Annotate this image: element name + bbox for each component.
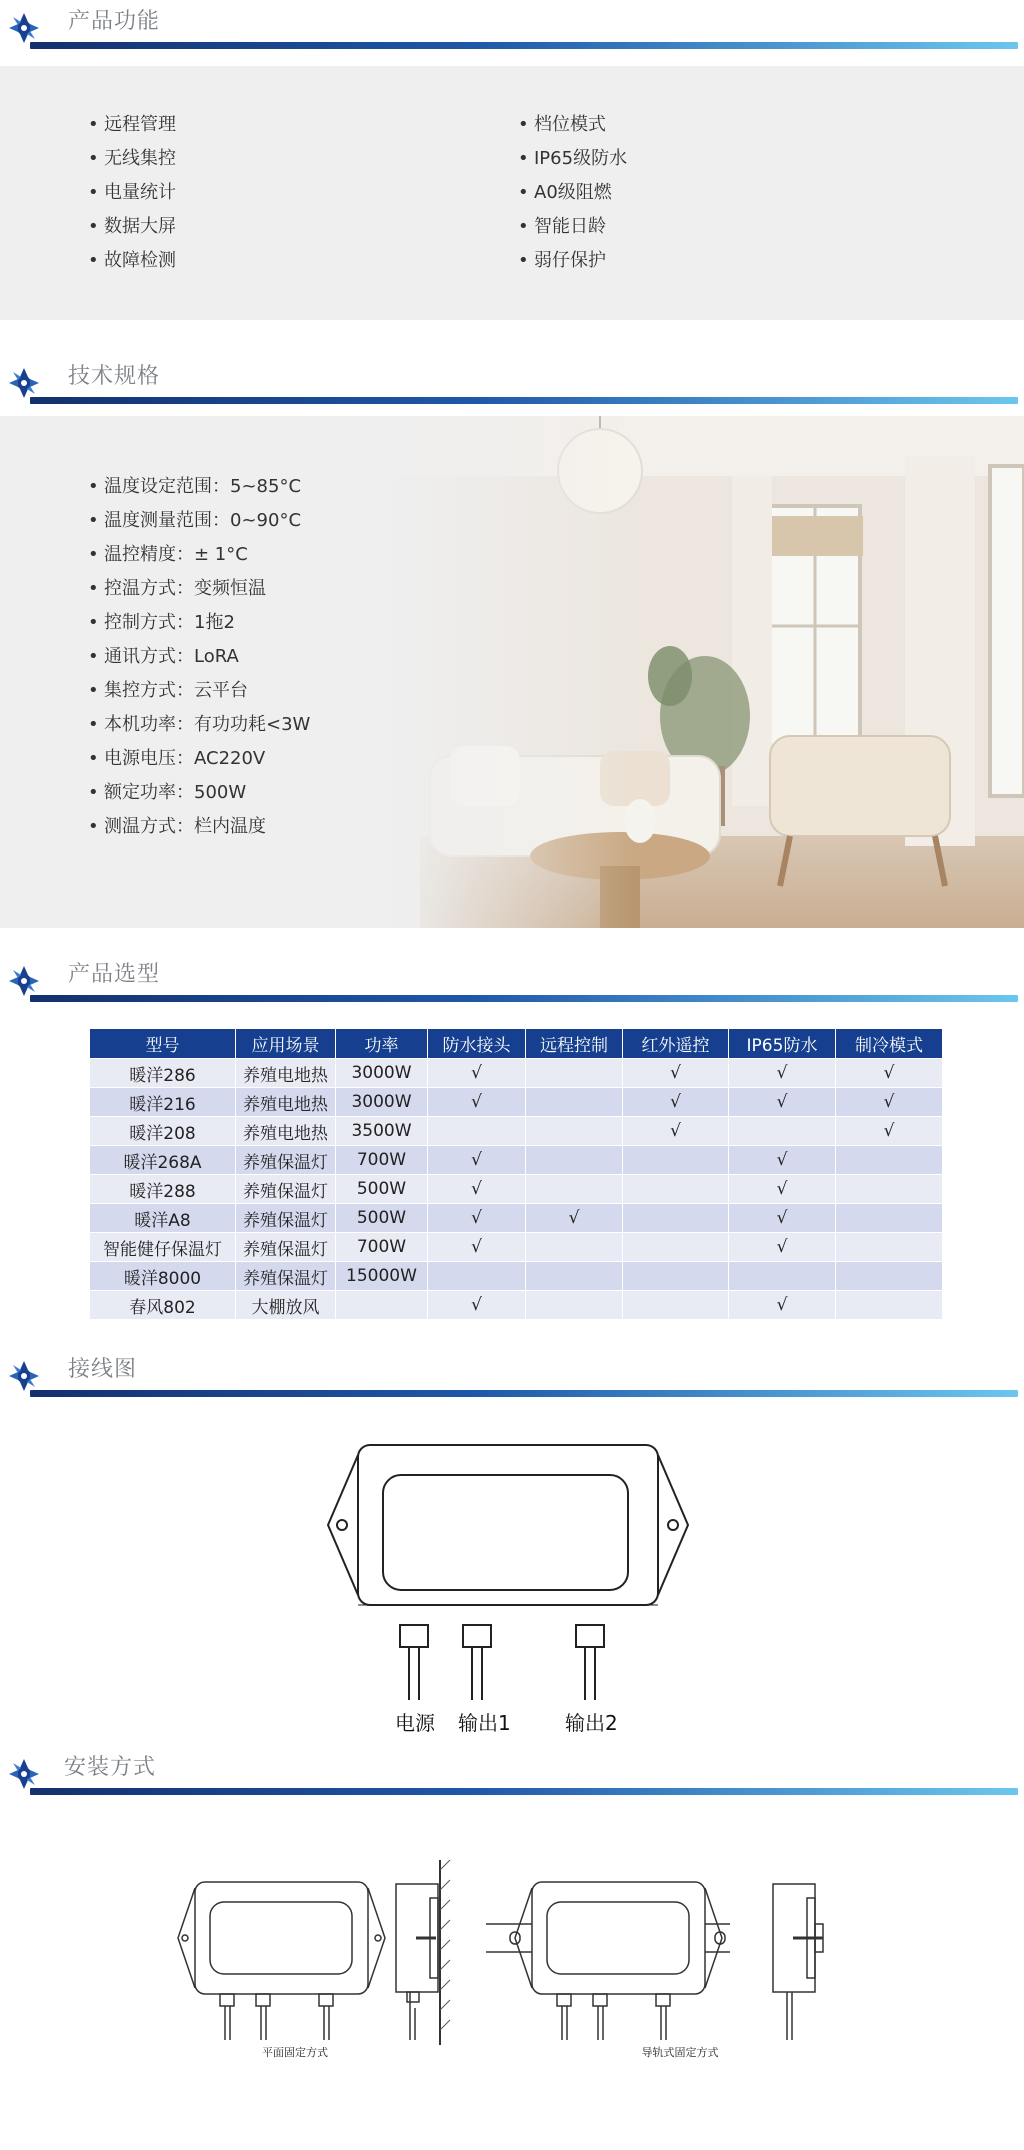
table-cell: √ (428, 1233, 526, 1262)
table-cell (623, 1204, 729, 1233)
table-cell: √ (623, 1117, 729, 1146)
table-cell (836, 1233, 943, 1262)
list-item: • 智能日龄 (518, 210, 627, 244)
table-cell: 养殖保温灯 (236, 1233, 336, 1262)
table-cell: √ (836, 1117, 943, 1146)
table-cell: √ (729, 1175, 836, 1204)
brand-logo-icon (6, 10, 42, 46)
table-cell (836, 1291, 943, 1320)
list-item: • 数据大屏 (88, 210, 176, 244)
table-cell: √ (428, 1088, 526, 1117)
list-item: • 温度设定范围：5~85°C (88, 470, 310, 504)
column-header: 制冷模式 (836, 1029, 943, 1059)
table-row (90, 1059, 943, 1088)
table-cell: √ (729, 1291, 836, 1320)
list-item: • 通讯方式：LoRA (88, 640, 310, 674)
table-cell: 500W (336, 1204, 428, 1233)
table-cell: √ (623, 1059, 729, 1088)
table-cell: √ (836, 1088, 943, 1117)
table-cell: 暖洋268A (90, 1146, 236, 1175)
brand-logo-icon (6, 1358, 42, 1394)
table-cell: √ (623, 1088, 729, 1117)
column-header: 功率 (336, 1029, 428, 1059)
table-cell: 养殖保温灯 (236, 1204, 336, 1233)
table-cell (526, 1059, 623, 1088)
list-item: • 温控精度：± 1°C (88, 538, 310, 572)
table-cell: 养殖保温灯 (236, 1146, 336, 1175)
table-cell (526, 1291, 623, 1320)
table-cell: 暖洋A8 (90, 1204, 236, 1233)
table-cell: 春风802 (90, 1291, 236, 1320)
table-row (90, 1291, 943, 1320)
brand-logo-icon (6, 1756, 42, 1792)
list-item: • 远程管理 (88, 108, 176, 142)
list-item: • 电源电压：AC220V (88, 742, 310, 776)
table-cell: 500W (336, 1175, 428, 1204)
section-divider (30, 1390, 1018, 1397)
table-cell (836, 1175, 943, 1204)
list-item: • 档位模式 (518, 108, 627, 142)
specs-panel (0, 416, 1024, 928)
section-divider (30, 995, 1018, 1002)
table-cell: 暖洋216 (90, 1088, 236, 1117)
wire-label-output1: 输出1 (458, 1711, 511, 1735)
section-title: 技术规格 (68, 364, 161, 389)
table-cell (729, 1262, 836, 1291)
table-cell (836, 1146, 943, 1175)
table-cell (623, 1233, 729, 1262)
wire-label-output2: 输出2 (565, 1711, 618, 1735)
table-cell (526, 1175, 623, 1204)
column-header: 型号 (90, 1029, 236, 1059)
section-header-features (0, 0, 1024, 50)
list-item: • 控制方式：1拖2 (88, 606, 310, 640)
table-cell: 养殖电地热 (236, 1117, 336, 1146)
specs-list (88, 470, 310, 844)
table-cell: 暖洋8000 (90, 1262, 236, 1291)
table-cell (428, 1117, 526, 1146)
section-title: 产品选型 (68, 962, 161, 987)
list-item: • 控温方式：变频恒温 (88, 572, 310, 606)
table-cell (526, 1117, 623, 1146)
table-cell: 暖洋208 (90, 1117, 236, 1146)
table-cell (623, 1262, 729, 1291)
table-cell: 养殖保温灯 (236, 1175, 336, 1204)
list-item: • 电量统计 (88, 176, 176, 210)
table-cell (623, 1291, 729, 1320)
column-header: 应用场景 (236, 1029, 336, 1059)
list-item: • 无线集控 (88, 142, 176, 176)
table-cell: 700W (336, 1146, 428, 1175)
brand-logo-icon (6, 365, 42, 401)
table-cell: 3000W (336, 1059, 428, 1088)
table-cell (526, 1233, 623, 1262)
list-item: • A0级阻燃 (518, 176, 627, 210)
section-header-install (0, 1746, 1024, 1796)
table-cell: 3500W (336, 1117, 428, 1146)
table-row (90, 1088, 943, 1117)
install-caption-rail: 导轨式固定方式 (641, 2046, 719, 2059)
table-cell: 养殖电地热 (236, 1088, 336, 1117)
section-title: 接线图 (68, 1357, 138, 1382)
table-cell (526, 1146, 623, 1175)
table-row (90, 1204, 943, 1233)
wiring-diagram (300, 1430, 720, 1740)
table-header-row (90, 1029, 943, 1059)
list-item: • 额定功率：500W (88, 776, 310, 810)
features-panel (0, 66, 1024, 320)
list-item: • 弱仔保护 (518, 244, 627, 278)
table-cell (526, 1088, 623, 1117)
section-divider (30, 397, 1018, 404)
table-row (90, 1262, 943, 1291)
column-header: 远程控制 (526, 1029, 623, 1059)
table-cell: 700W (336, 1233, 428, 1262)
table-row (90, 1146, 943, 1175)
section-header-specs (0, 355, 1024, 405)
table-row (90, 1233, 943, 1262)
table-cell: 3000W (336, 1088, 428, 1117)
column-header: IP65防水 (729, 1029, 836, 1059)
table-cell: 暖洋286 (90, 1059, 236, 1088)
table-body (90, 1059, 943, 1320)
list-item: • IP65级防水 (518, 142, 627, 176)
table-cell (428, 1262, 526, 1291)
section-title: 产品功能 (68, 9, 161, 34)
list-item: • 集控方式：云平台 (88, 674, 310, 708)
table-cell: 智能健仔保温灯 (90, 1233, 236, 1262)
column-header: 红外遥控 (623, 1029, 729, 1059)
table-cell: √ (729, 1204, 836, 1233)
wire-label-power: 电源 (395, 1711, 435, 1735)
list-item: • 温度测量范围：0~90°C (88, 504, 310, 538)
table-cell: 暖洋288 (90, 1175, 236, 1204)
table-cell: √ (428, 1059, 526, 1088)
install-caption-flat: 平面固定方式 (262, 2046, 328, 2059)
list-item: • 测温方式：栏内温度 (88, 810, 310, 844)
table-cell: 15000W (336, 1262, 428, 1291)
features-list-right (518, 108, 627, 278)
section-header-wiring (0, 1348, 1024, 1398)
table-cell (623, 1175, 729, 1204)
table-cell: √ (729, 1088, 836, 1117)
install-diagram (170, 1860, 850, 2060)
section-title: 安装方式 (64, 1755, 157, 1780)
section-divider (30, 1788, 1018, 1795)
section-header-selection (0, 953, 1024, 1003)
table-cell (623, 1146, 729, 1175)
column-header: 防水接头 (428, 1029, 526, 1059)
table-cell (836, 1262, 943, 1291)
table-cell (336, 1291, 428, 1320)
list-item: • 故障检测 (88, 244, 176, 278)
table-cell: 养殖电地热 (236, 1059, 336, 1088)
table-cell: 大棚放风 (236, 1291, 336, 1320)
table-cell (729, 1117, 836, 1146)
table-cell: √ (729, 1059, 836, 1088)
list-item: • 本机功率：有功功耗<3W (88, 708, 310, 742)
table-cell (526, 1262, 623, 1291)
table-cell: √ (428, 1175, 526, 1204)
table-row (90, 1175, 943, 1204)
section-divider (30, 42, 1018, 49)
table-cell: √ (428, 1146, 526, 1175)
table-cell: √ (526, 1204, 623, 1233)
table-cell: √ (428, 1204, 526, 1233)
table-cell (836, 1204, 943, 1233)
table-cell: √ (428, 1291, 526, 1320)
table-cell: 养殖保温灯 (236, 1262, 336, 1291)
product-selection-table (89, 1028, 943, 1320)
brand-logo-icon (6, 963, 42, 999)
table-row (90, 1117, 943, 1146)
features-list-left (88, 108, 176, 278)
table-cell: √ (836, 1059, 943, 1088)
table-cell: √ (729, 1233, 836, 1262)
table-cell: √ (729, 1146, 836, 1175)
